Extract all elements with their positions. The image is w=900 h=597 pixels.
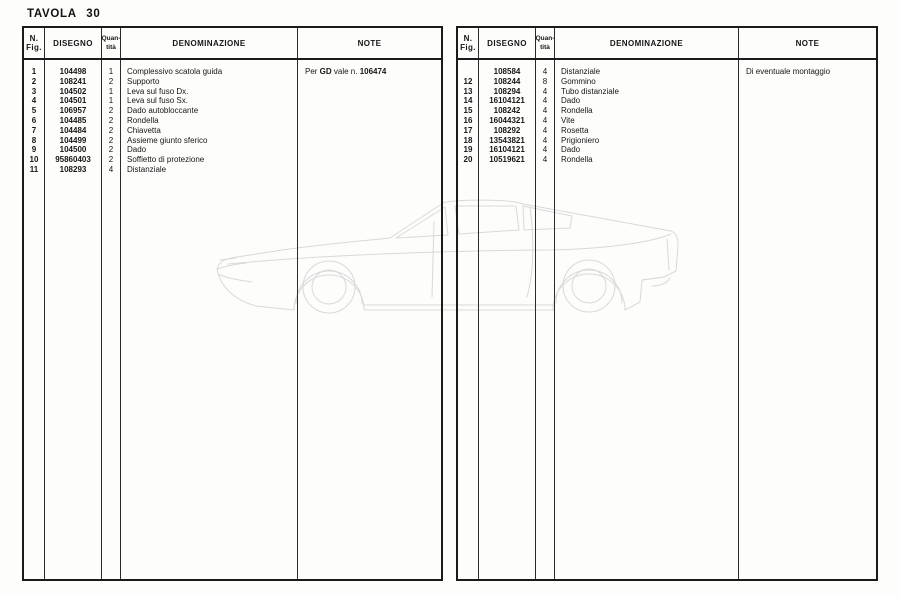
cell-note bbox=[746, 96, 876, 106]
cell-disegno: 108584 bbox=[493, 67, 521, 76]
cell-note bbox=[746, 136, 876, 146]
cell-denom: Dado bbox=[561, 96, 581, 106]
cell-denom: Distanziale bbox=[127, 164, 167, 174]
table-body bbox=[458, 60, 876, 579]
cell-fig: 13 bbox=[463, 86, 473, 96]
cell-note: Di eventuale montaggio bbox=[746, 67, 831, 76]
table-header-row bbox=[458, 28, 876, 60]
cell-disegno: 104498 bbox=[59, 67, 87, 76]
cell-fig bbox=[458, 67, 478, 77]
cell-denom: Vite bbox=[561, 115, 575, 125]
header-disegno: DISEGNO bbox=[45, 28, 102, 58]
cell-disegno: 104499 bbox=[59, 135, 87, 145]
cell-qty: 2 bbox=[108, 135, 114, 145]
cell-fig: 12 bbox=[463, 76, 473, 86]
cell-qty: 4 bbox=[542, 96, 548, 106]
cell-qty: 1 bbox=[108, 67, 114, 76]
cell-disegno: 108293 bbox=[59, 164, 87, 174]
table-header-row bbox=[24, 28, 441, 60]
cell-fig: 19 bbox=[463, 145, 473, 155]
cell-fig: 3 bbox=[31, 86, 37, 96]
cell-denom: Rondella bbox=[127, 115, 159, 125]
cell-fig: 8 bbox=[31, 135, 37, 145]
cell-note bbox=[305, 106, 441, 116]
cell-disegno: 95860403 bbox=[55, 155, 91, 165]
parts-table-right bbox=[456, 26, 878, 581]
cell-qty: 4 bbox=[542, 115, 548, 125]
cell-denom: Dado bbox=[561, 145, 581, 155]
column-note bbox=[739, 60, 876, 579]
cell-qty: 4 bbox=[542, 67, 548, 76]
cell-note bbox=[746, 87, 876, 97]
cell-qty: 2 bbox=[108, 145, 114, 155]
cell-note bbox=[305, 77, 441, 87]
cell-disegno: 108242 bbox=[493, 106, 521, 116]
cell-qty: 4 bbox=[542, 145, 548, 155]
cell-note bbox=[305, 165, 441, 175]
cell-fig: 4 bbox=[31, 96, 37, 106]
cell-fig: 7 bbox=[31, 125, 37, 135]
cell-qty: 2 bbox=[108, 155, 114, 165]
cell-qty: 4 bbox=[542, 125, 548, 135]
cell-fig: 18 bbox=[463, 135, 473, 145]
cell-fig: 17 bbox=[463, 125, 473, 135]
cell-fig: 14 bbox=[463, 96, 473, 106]
column-denominazione bbox=[121, 60, 298, 579]
cell-qty: 4 bbox=[542, 135, 548, 145]
header-note: NOTE bbox=[357, 38, 382, 48]
cell-disegno: 108244 bbox=[493, 76, 521, 86]
cell-disegno: 16044321 bbox=[489, 115, 525, 125]
cell-fig: 16 bbox=[463, 115, 473, 125]
cell-denom: Complessivo scatola guida bbox=[127, 67, 223, 76]
cell-fig: 9 bbox=[31, 145, 37, 155]
cell-denom: Prigioniero bbox=[561, 135, 600, 145]
cell-disegno: 13543821 bbox=[489, 135, 525, 145]
cell-disegno: 104485 bbox=[59, 115, 87, 125]
header-denominazione: DENOMINAZIONE bbox=[121, 28, 298, 58]
column-disegno bbox=[45, 60, 102, 579]
cell-qty: 8 bbox=[542, 76, 548, 86]
page-title: TAVOLA 30 bbox=[27, 8, 101, 20]
cell-qty: 4 bbox=[542, 155, 548, 165]
cell-note bbox=[305, 116, 441, 126]
cell-note bbox=[305, 96, 441, 106]
cell-disegno: 104502 bbox=[59, 86, 87, 96]
cell-disegno: 108292 bbox=[493, 125, 521, 135]
cell-fig: 5 bbox=[31, 106, 37, 116]
column-quantita bbox=[536, 60, 555, 579]
cell-denom: Supporto bbox=[127, 76, 160, 86]
cell-note bbox=[746, 126, 876, 136]
cell-denom: Distanziale bbox=[561, 67, 601, 76]
cell-note bbox=[746, 106, 876, 116]
cell-disegno: 104484 bbox=[59, 125, 87, 135]
cell-denom: Rondella bbox=[561, 106, 593, 116]
cell-note bbox=[305, 145, 441, 155]
column-fig bbox=[458, 60, 479, 579]
cell-disegno: 104501 bbox=[59, 96, 87, 106]
header-fig: N. Fig. bbox=[458, 28, 479, 58]
column-quantita bbox=[102, 60, 121, 579]
cell-note bbox=[746, 116, 876, 126]
header-denominazione: DENOMINAZIONE bbox=[555, 28, 739, 58]
cell-denom: Soffietto di protezione bbox=[127, 155, 205, 165]
cell-note bbox=[305, 126, 441, 136]
cell-qty: 2 bbox=[108, 125, 114, 135]
cell-fig: 20 bbox=[463, 155, 473, 165]
cell-qty: 4 bbox=[542, 106, 548, 116]
header-fig: N. Fig. bbox=[24, 28, 45, 58]
parts-table-left bbox=[22, 26, 443, 581]
cell-note bbox=[746, 155, 876, 165]
cell-denom: Chiavetta bbox=[127, 125, 161, 135]
cell-qty: 2 bbox=[108, 106, 114, 116]
cell-note bbox=[305, 136, 441, 146]
cell-qty: 4 bbox=[542, 86, 548, 96]
header-quantita: Quan- tità bbox=[536, 28, 555, 58]
cell-disegno: 108294 bbox=[493, 86, 521, 96]
cell-note bbox=[305, 87, 441, 97]
cell-disegno: 16104121 bbox=[489, 145, 525, 155]
cell-fig: 15 bbox=[463, 106, 473, 116]
cell-qty: 4 bbox=[108, 164, 114, 174]
cell-note: Per GD vale n. 106474 bbox=[305, 67, 387, 76]
cell-qty: 2 bbox=[108, 115, 114, 125]
cell-fig: 10 bbox=[29, 155, 39, 165]
column-denominazione bbox=[555, 60, 739, 579]
cell-disegno: 108241 bbox=[59, 76, 87, 86]
cell-denom: Leva sul fuso Dx. bbox=[127, 86, 189, 96]
header-quantita: Quan- tità bbox=[102, 28, 121, 58]
cell-note bbox=[746, 77, 876, 87]
cell-disegno: 106957 bbox=[59, 106, 87, 116]
cell-note bbox=[305, 155, 441, 165]
column-note bbox=[298, 60, 441, 579]
cell-qty: 1 bbox=[108, 86, 114, 96]
column-disegno bbox=[479, 60, 536, 579]
cell-fig: 1 bbox=[31, 67, 37, 76]
cell-fig: 11 bbox=[29, 164, 39, 174]
cell-denom: Tubo distanziale bbox=[561, 86, 619, 96]
cell-denom: Rondella bbox=[561, 155, 593, 165]
cell-disegno: 16104121 bbox=[489, 96, 525, 106]
cell-fig: 2 bbox=[31, 76, 37, 86]
cell-denom: Gommino bbox=[561, 76, 596, 86]
cell-denom: Leva sul fuso Sx. bbox=[127, 96, 188, 106]
cell-denom: Assieme giunto sferico bbox=[127, 135, 208, 145]
cell-denom: Dado bbox=[127, 145, 147, 155]
cell-disegno: 104500 bbox=[59, 145, 87, 155]
cell-qty: 2 bbox=[108, 76, 114, 86]
table-body bbox=[24, 60, 441, 579]
header-note: NOTE bbox=[795, 38, 820, 48]
cell-denom: Dado autobloccante bbox=[127, 106, 199, 116]
cell-fig: 6 bbox=[31, 115, 37, 125]
header-disegno: DISEGNO bbox=[479, 28, 536, 58]
cell-disegno: 10519621 bbox=[489, 155, 525, 165]
cell-qty: 1 bbox=[108, 96, 114, 106]
cell-note bbox=[746, 145, 876, 155]
cell-denom: Rosetta bbox=[561, 125, 589, 135]
column-fig bbox=[24, 60, 45, 579]
